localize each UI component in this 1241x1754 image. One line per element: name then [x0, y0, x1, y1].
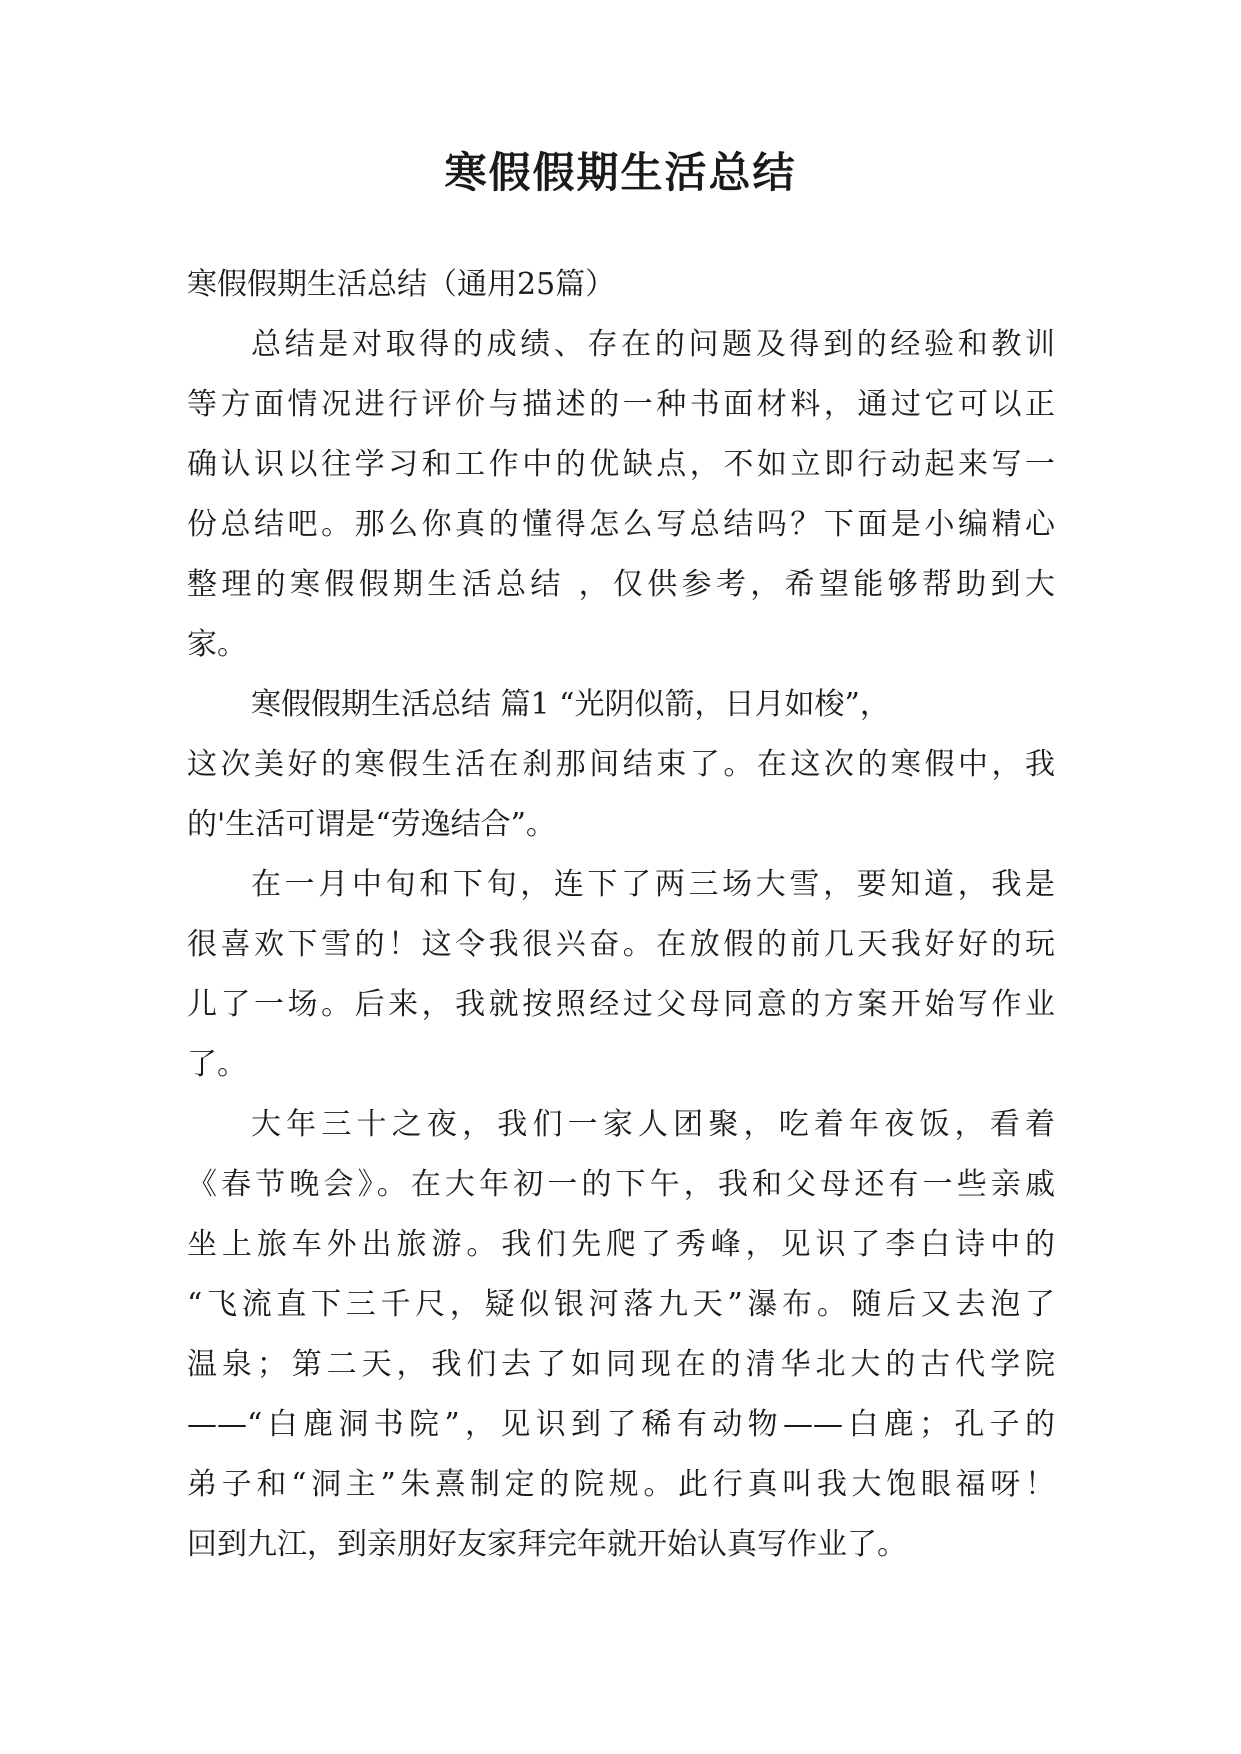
- text-line: 等方面情况进行评价与描述的一种书面材料，通过它可以正: [187, 387, 1055, 422]
- text-line: 这次美好的寒假生活在刹那间结束了。在这次的寒假中，我: [187, 747, 1055, 782]
- text-line: 整理的寒假假期生活总结 ，仅供参考，希望能够帮助到大: [187, 567, 1055, 602]
- text-line: 在一月中旬和下旬，连下了两三场大雪，要知道，我是: [251, 867, 1055, 902]
- text-line: 弟子和“洞主”朱熹制定的院规。此行真叫我大饱眼福呀！: [187, 1467, 1055, 1502]
- document-title: 寒假假期生活总结: [444, 148, 797, 197]
- text-line: 家。: [187, 627, 247, 662]
- document-body: [187, 255, 1055, 1575]
- text-line: 儿了一场。后来，我就按照经过父母同意的方案开始写作业: [187, 987, 1055, 1022]
- paragraph-snow: [187, 855, 1055, 1095]
- text-line: 的'生活可谓是“劳逸结合”。: [187, 807, 556, 842]
- paragraph-article-1: [187, 675, 1055, 855]
- paragraph-new-year: [187, 1095, 1055, 1575]
- text-line: 回到九江，到亲朋好友家拜完年就开始认真写作业了。: [187, 1527, 907, 1562]
- text-line: 总结是对取得的成绩、存在的问题及得到的经验和教训: [251, 327, 1055, 362]
- text-line: 份总结吧。那么你真的懂得怎么写总结吗？下面是小编精心: [187, 507, 1055, 542]
- text-line: 温泉；第二天，我们去了如同现在的清华北大的古代学院: [187, 1347, 1055, 1382]
- text-line: 了。: [187, 1047, 247, 1082]
- text-line: “飞流直下三千尺，疑似银河落九天”瀑布。随后又去泡了: [187, 1287, 1055, 1322]
- text-line: 寒假假期生活总结 篇1 “光阴似箭，日月如梭”，: [251, 687, 890, 722]
- text-line: ——“白鹿洞书院”，见识到了稀有动物——白鹿；孔子的: [187, 1407, 1055, 1442]
- paragraph-intro: [187, 315, 1055, 675]
- subtitle-line: 寒假假期生活总结（通用25篇）: [187, 267, 616, 302]
- text-line: 大年三十之夜，我们一家人团聚，吃着年夜饭，看着: [251, 1107, 1055, 1142]
- text-line: 确认识以往学习和工作中的优缺点，不如立即行动起来写一: [187, 447, 1055, 482]
- text-line: 很喜欢下雪的！这令我很兴奋。在放假的前几天我好好的玩: [187, 927, 1055, 962]
- text-line: 《春节晚会》。在大年初一的下午，我和父母还有一些亲戚: [187, 1167, 1055, 1202]
- text-line: 坐上旅车外出旅游。我们先爬了秀峰，见识了李白诗中的: [187, 1227, 1055, 1262]
